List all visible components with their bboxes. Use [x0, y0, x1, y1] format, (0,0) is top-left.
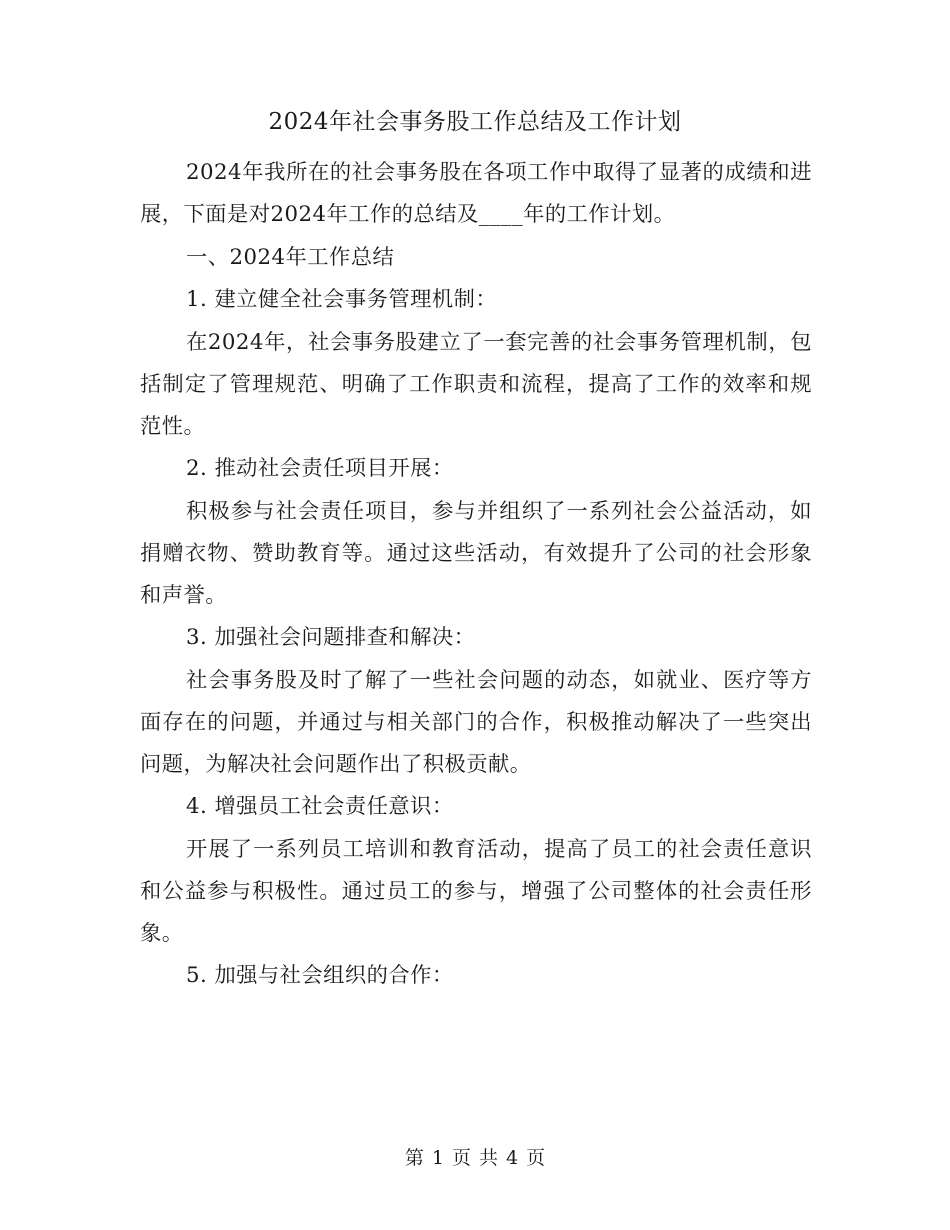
item-heading-5: 5. 加强与社会组织的合作：	[186, 963, 454, 988]
intro-paragraph: 2024年我所在的社会事务股在各项工作中取得了显著的成绩和进展，下面是对2024年工作的总结及____年的工作计划。	[140, 160, 812, 227]
document-body	[140, 152, 812, 998]
item-heading-3: 3. 加强社会问题排查和解决：	[186, 625, 476, 650]
item-heading-1: 1. 建立健全社会事务管理机制：	[186, 287, 498, 312]
document-title: 2024年社会事务股工作总结及工作计划	[268, 109, 682, 135]
section-heading: 一、2024年工作总结	[186, 244, 395, 270]
item-paragraph-1: 在2024年，社会事务股建立了一套完善的社会事务管理机制，包括制定了管理规范、明确了工作职责和流程，提高了工作的效率和规范性。	[140, 329, 812, 439]
item-heading-4: 4. 增强员工社会责任意识：	[186, 794, 454, 819]
item-paragraph-3: 社会事务股及时了解了一些社会问题的动态，如就业、医疗等方面存在的问题，并通过与相关部门的合作，积极推动解决了一些突出问题，为解决社会问题作出了积极贡献。	[140, 667, 812, 777]
item-paragraph-2: 积极参与社会责任项目，参与并组织了一系列社会公益活动，如捐赠衣物、赞助教育等。通过这些活动，有效提升了公司的社会形象和声誉。	[140, 498, 812, 608]
item-paragraph-4: 开展了一系列员工培训和教育活动，提高了员工的社会责任意识和公益参与积极性。通过员工的参与，增强了公司整体的社会责任形象。	[140, 836, 812, 946]
item-heading-2: 2. 推动社会责任项目开展：	[186, 456, 454, 481]
page-number-footer: 第 1 页 共 4 页	[404, 1147, 546, 1169]
